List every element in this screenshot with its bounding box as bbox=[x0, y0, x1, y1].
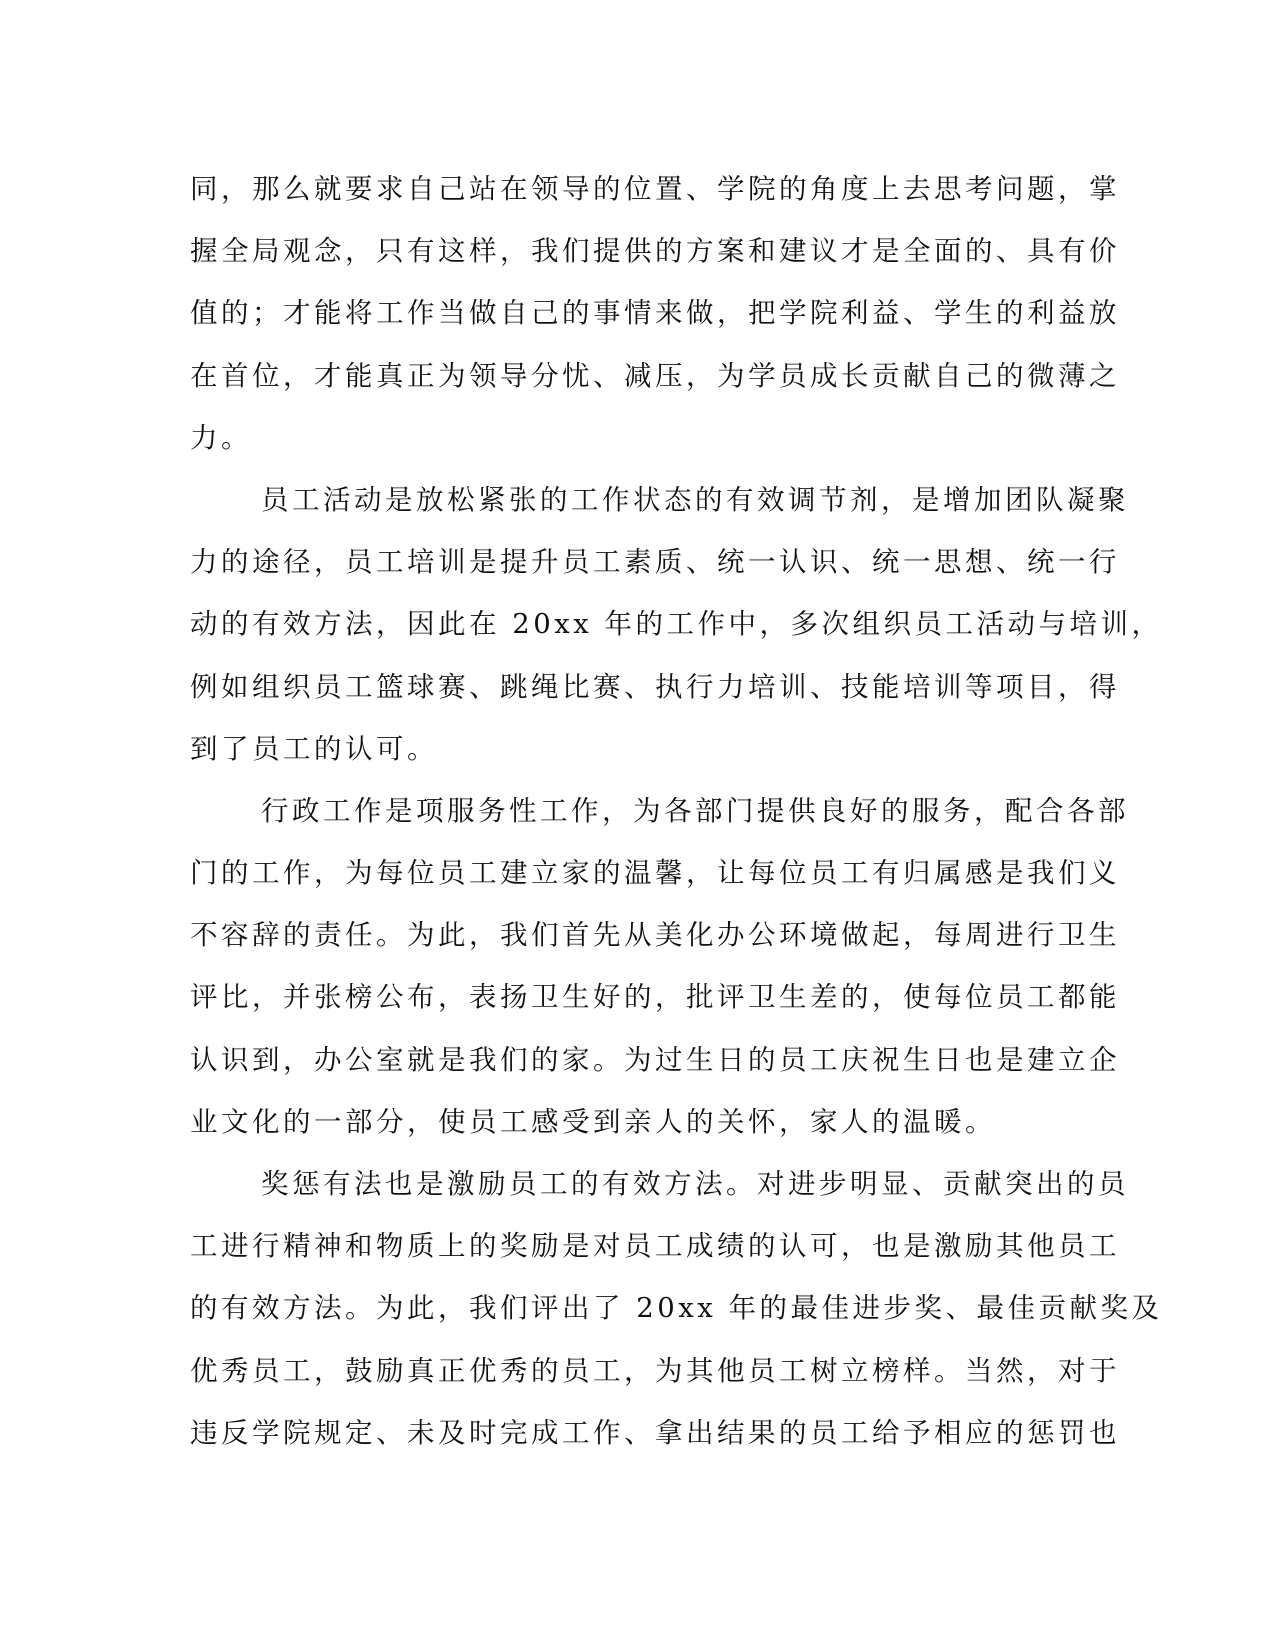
text-line: 力。 bbox=[190, 421, 252, 454]
text-line: 违反学院规定、未及时完成工作、拿出结果的员工给予相应的惩罚也 bbox=[190, 1416, 1120, 1449]
text-line: 值的；才能将工作当做自己的事情来做，把学院利益、学生的利益放 bbox=[190, 297, 1120, 330]
paragraph-1 bbox=[190, 158, 1120, 469]
text-line: 到了员工的认可。 bbox=[190, 732, 438, 765]
text-line: 在首位，才能真正为领导分忧、减压，为学员成长贡献自己的微薄之 bbox=[190, 359, 1120, 392]
paragraph-3 bbox=[190, 780, 1129, 1153]
text-line: 工进行精神和物质上的奖励是对员工成绩的认可，也是激励其他员工 bbox=[190, 1230, 1120, 1263]
paragraph-4 bbox=[190, 1153, 1163, 1464]
text-line: 奖惩有法也是激励员工的有效方法。对进步明显、贡献突出的员 bbox=[261, 1168, 1129, 1200]
text-line: 力的途径，员工培训是提升员工素质、统一认识、统一思想、统一行 bbox=[190, 546, 1120, 579]
text-line: 门的工作，为每位员工建立家的温馨，让每位员工有归属感是我们义 bbox=[190, 857, 1120, 890]
text-line: 握全局观念，只有这样，我们提供的方案和建议才是全面的、具有价 bbox=[190, 235, 1120, 268]
text-line: 优秀员工，鼓励真正优秀的员工，为其他员工树立榜样。当然，对于 bbox=[190, 1354, 1120, 1387]
text-line: 行政工作是项服务性工作，为各部门提供良好的服务，配合各部 bbox=[261, 794, 1129, 827]
text-line: 认识到，办公室就是我们的家。为过生日的员工庆祝生日也是建立企 bbox=[190, 1043, 1120, 1076]
paragraph-2 bbox=[190, 469, 1163, 780]
text-line: 例如组织员工篮球赛、跳绳比赛、执行力培训、技能培训等项目，得 bbox=[190, 670, 1120, 703]
text-line: 业文化的一部分，使员工感受到亲人的关怀，家人的温暖。 bbox=[190, 1105, 996, 1138]
text-line: 员工活动是放松紧张的工作状态的有效调节剂，是增加团队凝聚 bbox=[261, 483, 1129, 516]
text-line: 不容辞的责任。为此，我们首先从美化办公环境做起，每周进行卫生 bbox=[190, 919, 1120, 952]
body-text bbox=[190, 158, 1163, 1464]
text-line: 评比，并张榜公布，表扬卫生好的，批评卫生差的，使每位员工都能 bbox=[190, 981, 1120, 1014]
text-line: 同，那么就要求自己站在领导的位置、学院的角度上去思考问题，掌 bbox=[190, 173, 1120, 205]
text-line: 动的有效方法，因此在 20xx 年的工作中，多次组织员工活动与培训， bbox=[190, 608, 1163, 641]
text-line: 的有效方法。为此，我们评出了 20xx 年的最佳进步奖、最佳贡献奖及 bbox=[190, 1292, 1163, 1325]
